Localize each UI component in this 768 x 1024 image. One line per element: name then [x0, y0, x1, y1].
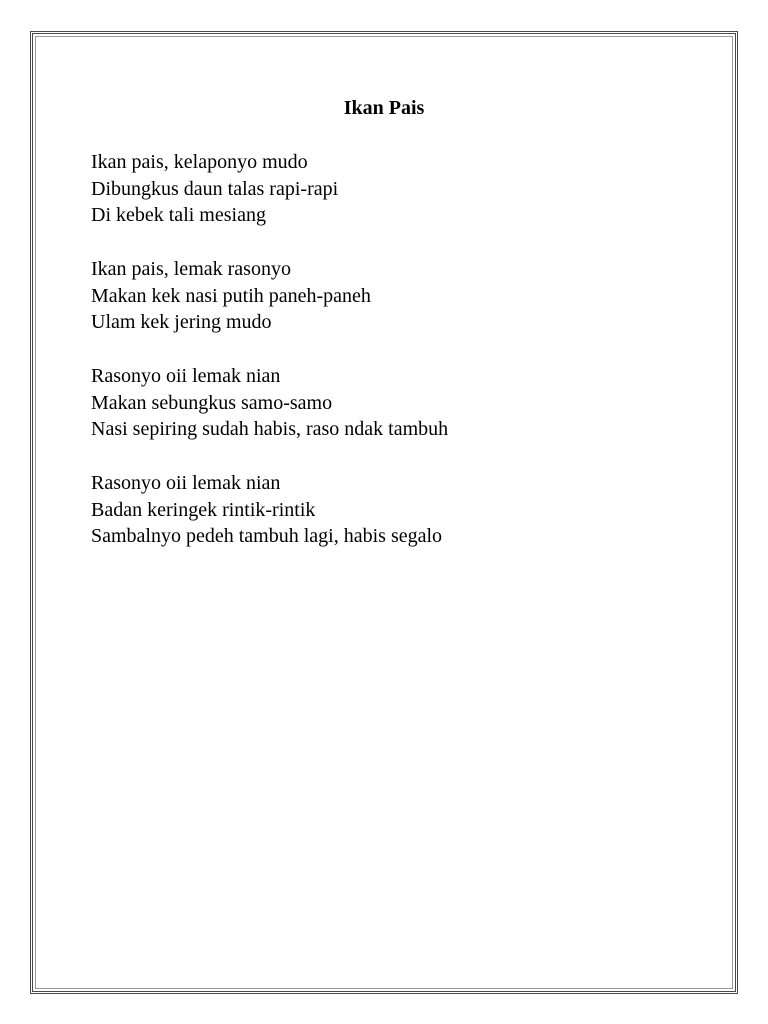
stanza-3: [91, 363, 448, 443]
poem-line: Dibungkus daun talas rapi-rapi: [91, 177, 339, 200]
poem-line: Ikan pais, kelaponyo mudo: [91, 151, 308, 173]
poem-line: Nasi sepiring sudah habis, raso ndak tambuh: [91, 418, 449, 440]
stanza-1: [91, 149, 338, 229]
poem-line: Ulam kek jering mudo: [91, 311, 272, 333]
poem-line: Makan sebungkus samo-samo: [91, 391, 333, 414]
poem-line: Di kebek tali mesiang: [91, 204, 266, 226]
page-frame: [30, 31, 738, 994]
poem-line: Makan kek nasi putih paneh-paneh: [91, 284, 371, 307]
poem-line: Rasonyo oii lemak nian: [91, 472, 281, 494]
poem-line: Rasonyo oii lemak nian: [91, 365, 281, 387]
poem-line: Ikan pais, lemak rasonyo: [91, 258, 291, 280]
stanza-2: [91, 256, 371, 336]
poem-line: Badan keringek rintik-rintik: [91, 498, 316, 521]
poem-title: Ikan Pais: [343, 97, 425, 119]
poem-line: Sambalnyo pedeh tambuh lagi, habis segalo: [91, 525, 443, 547]
page-content: [33, 34, 735, 991]
stanza-4: [91, 470, 442, 550]
